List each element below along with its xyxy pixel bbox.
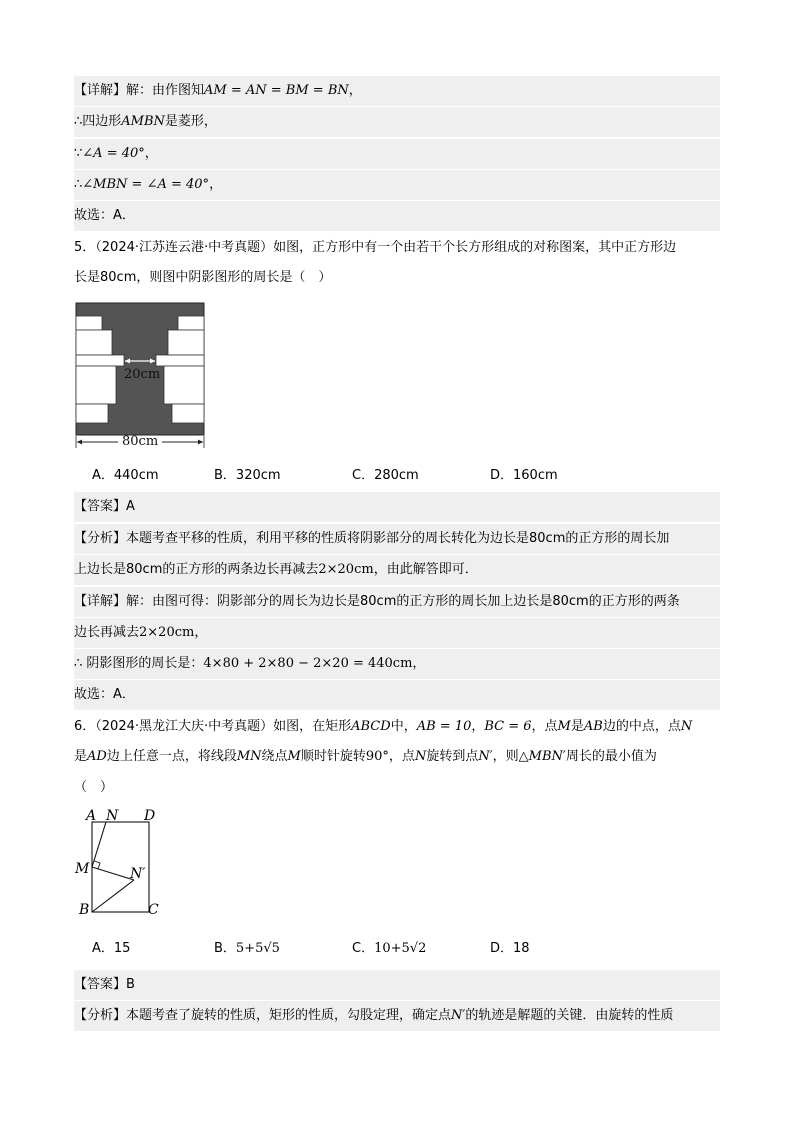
stem-text: 边的中点，点 xyxy=(602,719,681,734)
analysis-text: 上边长是80cm的正方形的两条边长再减去 xyxy=(74,562,319,577)
detail-text: ∴ 阴影图形的周长是： xyxy=(74,656,204,671)
math-expression: AB xyxy=(583,719,603,734)
math-expression: M xyxy=(557,719,571,734)
option-letter: B． xyxy=(214,941,236,956)
math-expression: MN xyxy=(236,749,262,764)
q5-detail-line-4 xyxy=(74,680,720,710)
math-expression: BC = 6 xyxy=(484,719,532,734)
math-expression: AMBN xyxy=(121,114,165,129)
q6-label-b: B xyxy=(79,902,90,918)
answer-text: 【答案】A xyxy=(74,499,135,514)
stem-text: 是 xyxy=(74,749,88,764)
q5-analysis-line-2 xyxy=(74,555,720,585)
detail-text: 是菱形， xyxy=(164,114,217,129)
q6-option-a: A．15 xyxy=(92,941,131,956)
math-expression: 2×20cm xyxy=(318,562,374,577)
q5-option-d: D．160cm xyxy=(490,468,558,483)
math-expression: MBN′ xyxy=(528,749,566,764)
stem-text: 绕点 xyxy=(261,749,288,764)
stem-text: ，点 xyxy=(531,719,558,734)
math-expression: 5+5√5 xyxy=(235,941,280,956)
stem-text: ，则△ xyxy=(492,749,529,764)
punctuation: ， xyxy=(194,625,208,640)
detail-text: 边长再减去 xyxy=(74,625,140,640)
math-expression: N′ xyxy=(451,1008,466,1023)
stem-text: 边上任意一点，将线段 xyxy=(106,749,237,764)
analysis-tag: 【分析】 xyxy=(74,1008,127,1023)
detail-line-1 xyxy=(74,76,720,106)
detail-tag: 【详解】 xyxy=(74,594,127,609)
detail-text: 解：由作图知 xyxy=(126,83,205,98)
stem-text: 是 xyxy=(570,719,584,734)
math-expression: M xyxy=(287,749,301,764)
math-expression: N′ xyxy=(478,749,493,764)
math-expression: 90° xyxy=(365,749,389,764)
q6-stem-line-2 xyxy=(74,742,720,772)
q5-detail-line-2 xyxy=(74,618,720,648)
q5-stem-line-2: 长是80cm，则图中阴影图形的周长是（ ） xyxy=(74,270,332,285)
analysis-tag: 【分析】 xyxy=(74,531,127,546)
q6-option-d: D．18 xyxy=(490,941,530,956)
stem-text: ，点 xyxy=(388,749,415,764)
q5-figure-label-bottom: 80cm xyxy=(122,434,159,449)
q5-detail-line-3 xyxy=(74,649,720,679)
math-expression: N xyxy=(414,749,427,764)
q5-option-b: B．320cm xyxy=(214,468,281,483)
math-expression: N xyxy=(680,719,693,734)
q6-label-m: M xyxy=(75,861,90,877)
q6-label-c: C xyxy=(148,902,159,918)
q5-detail-line-1 xyxy=(74,587,720,617)
q6-stem-line-1 xyxy=(74,712,720,742)
stem-text: 顺时针旋转 xyxy=(300,749,366,764)
stem-text: 周长的最小值为 xyxy=(565,749,657,764)
math-expression: ∠MBN = ∠A = 40° xyxy=(82,177,210,192)
q6-option-c xyxy=(352,939,426,959)
detail-line-5 xyxy=(74,201,720,231)
q5-stem-line-1: 5．（2024·江苏连云港·中考真题）如图，正方形中有一个由若干个长方形组成的对称图案，其中正方形边 xyxy=(74,240,677,255)
q5-option-a: A．440cm xyxy=(92,468,159,483)
detail-text: 故选：A． xyxy=(74,687,135,702)
q6-stem-line-3: （ ） xyxy=(74,780,114,795)
math-expression: AM = AN = BM = BN xyxy=(204,83,349,98)
detail-text: 故选：A． xyxy=(74,208,135,223)
math-expression: ∠A = 40° xyxy=(82,146,145,161)
detail-text: ∴四边形 xyxy=(74,114,122,129)
answer-text: 【答案】B xyxy=(74,977,135,992)
stem-text: 中， xyxy=(390,719,417,734)
punctuation: ， xyxy=(144,146,158,161)
math-expression: AB = 10 xyxy=(416,719,472,734)
punctuation: ， xyxy=(471,719,485,734)
option-letter: C． xyxy=(352,941,375,956)
q6-option-b xyxy=(214,939,280,959)
punctuation: ， xyxy=(209,177,223,192)
q6-label-a: A xyxy=(86,808,97,824)
math-expression: 4×80 + 2×80 − 2×20 = 440cm xyxy=(203,656,413,671)
math-expression: 2×20cm xyxy=(139,625,195,640)
analysis-text: 的轨迹是解题的关键．由旋转的性质 xyxy=(465,1008,674,1023)
stem-text: 旋转到点 xyxy=(426,749,479,764)
analysis-text: 本题考查平移的性质，利用平移的性质将阴影部分的周长转化为边长是80cm的正方形的周长加 xyxy=(126,531,670,546)
detail-line-4 xyxy=(74,170,720,200)
q5-option-c: C．280cm xyxy=(352,468,419,483)
detail-text: ∴ xyxy=(74,177,83,192)
analysis-text: ，由此解答即可． xyxy=(373,562,478,577)
analysis-text: 本题考查了旋转的性质，矩形的性质，勾股定理，确定点 xyxy=(126,1008,452,1023)
q6-analysis-line-1 xyxy=(74,1001,720,1031)
q6-answer xyxy=(74,970,720,1000)
q5-figure-label-inner: 20cm xyxy=(124,367,161,382)
detail-tag: 【详解】 xyxy=(74,83,127,98)
math-expression: ABCD xyxy=(351,719,391,734)
detail-line-2 xyxy=(74,107,720,137)
stem-text: 6．（2024·黑龙江大庆·中考真题）如图，在矩形 xyxy=(74,719,352,734)
detail-text: ∵ xyxy=(74,146,83,161)
q5-answer xyxy=(74,492,720,522)
punctuation: ， xyxy=(348,83,362,98)
math-expression: AD xyxy=(87,749,107,764)
punctuation: ， xyxy=(412,656,426,671)
q5-analysis-line-1 xyxy=(74,524,720,554)
math-expression: 10+5√2 xyxy=(374,941,427,956)
q6-label-d: D xyxy=(144,808,156,824)
detail-line-3 xyxy=(74,139,720,169)
q6-label-n: N xyxy=(106,808,119,824)
q6-label-n-prime: N′ xyxy=(130,866,146,882)
detail-text: 解：由图可得：阴影部分的周长为边长是80cm的正方形的周长加上边长是80cm的正方形的两条 xyxy=(126,594,680,609)
